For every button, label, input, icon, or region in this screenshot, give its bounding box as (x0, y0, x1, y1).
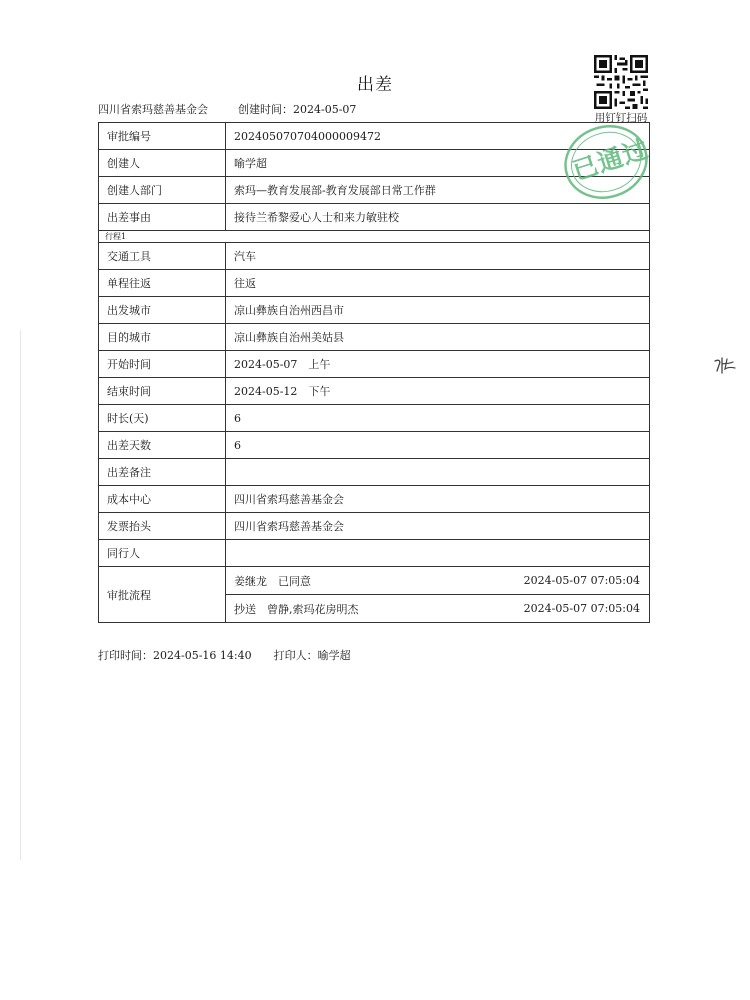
table-row (99, 297, 650, 324)
field-label: 交通工具 (99, 243, 226, 270)
field-value: 往返 (226, 270, 650, 297)
field-label: 开始时间 (99, 351, 226, 378)
table-row (99, 351, 650, 378)
table-row (99, 324, 650, 351)
table-row (99, 540, 650, 567)
table-row (99, 486, 650, 513)
field-label: 出差备注 (99, 459, 226, 486)
field-value: 2024-05-07 上午 (226, 351, 650, 378)
table-row (99, 459, 650, 486)
trip-section-header (99, 231, 650, 243)
field-label: 结束时间 (99, 378, 226, 405)
qr-code-icon[interactable] (594, 55, 648, 109)
page-title: 出差 (357, 75, 393, 95)
table-row (99, 204, 650, 231)
section-label: 行程1 (99, 231, 650, 243)
approval-form-table (98, 122, 653, 623)
field-label: 出差事由 (99, 204, 226, 231)
stamp-text: 已通过 (569, 134, 653, 186)
approval-step (226, 567, 649, 594)
table-row (99, 378, 650, 405)
field-value: 6 (226, 432, 650, 459)
table-row (99, 432, 650, 459)
field-label: 单程往返 (99, 270, 226, 297)
field-value: 喻学超 (226, 150, 650, 177)
qr-scan-label: 用钉钉扫码 (594, 112, 648, 124)
field-label: 创建人 (99, 150, 226, 177)
table-row (99, 513, 650, 540)
field-value: 接待兰希黎爱心人士和来力敏驻校 (226, 204, 650, 231)
field-label: 发票抬头 (99, 513, 226, 540)
field-value (226, 540, 650, 567)
field-value: 凉山彝族自治州西昌市 (226, 297, 650, 324)
approval-step-text: 抄送 曾静,索玛花房明杰 (234, 602, 359, 616)
field-label: 同行人 (99, 540, 226, 567)
field-label: 目的城市 (99, 324, 226, 351)
approval-step-time: 2024-05-07 07:05:04 (523, 602, 640, 615)
field-value: 6 (226, 405, 650, 432)
approval-flow-steps (226, 567, 650, 623)
field-label: 审批编号 (99, 123, 226, 150)
field-label: 出发城市 (99, 297, 226, 324)
table-row (99, 405, 650, 432)
field-label: 出差天数 (99, 432, 226, 459)
field-label: 时长(天) (99, 405, 226, 432)
field-value: 凉山彝族自治州美姑县 (226, 324, 650, 351)
field-value: 202405070704000009472 (226, 123, 650, 150)
handwritten-mark-icon (712, 355, 738, 377)
field-label: 创建人部门 (99, 177, 226, 204)
scan-edge-shadow (20, 330, 21, 860)
document-header (98, 101, 356, 117)
field-value (226, 459, 650, 486)
field-value: 2024-05-12 下午 (226, 378, 650, 405)
table-row (99, 243, 650, 270)
field-value: 四川省索玛慈善基金会 (226, 486, 650, 513)
organization-name: 四川省索玛慈善基金会 (98, 103, 208, 116)
created-time: 创建时间：2024-05-07 (238, 103, 357, 116)
print-footer (98, 647, 351, 663)
printer-name: 打印人：喻学超 (273, 649, 351, 662)
approval-flow-label: 审批流程 (99, 567, 226, 623)
field-value: 索玛—教育发展部-教育发展部日常工作群 (226, 177, 650, 204)
print-time: 打印时间：2024-05-16 14:40 (98, 649, 252, 662)
approval-step (226, 594, 649, 622)
table-row (99, 270, 650, 297)
approval-step-time: 2024-05-07 07:05:04 (523, 574, 640, 587)
field-value: 四川省索玛慈善基金会 (226, 513, 650, 540)
approval-flow-row (99, 567, 650, 623)
field-value: 汽车 (226, 243, 650, 270)
approval-step-text: 姜继龙 已同意 (234, 574, 311, 588)
field-label: 成本中心 (99, 486, 226, 513)
